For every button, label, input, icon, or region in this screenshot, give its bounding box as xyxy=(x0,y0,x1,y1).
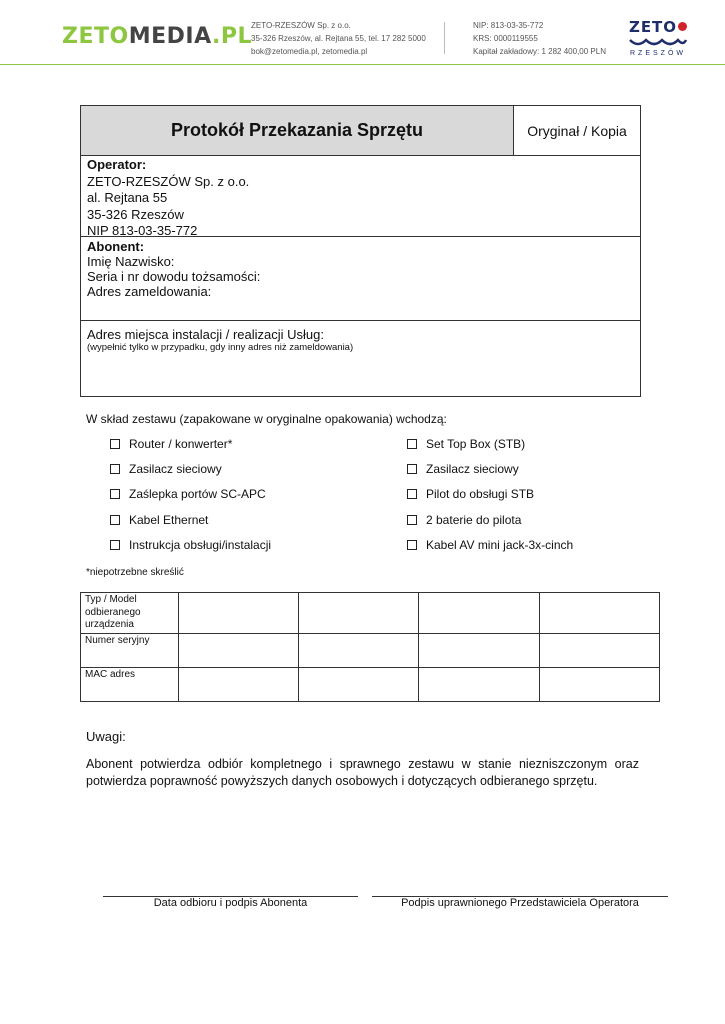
footnote: *niepotrzebne skreślić xyxy=(86,567,184,578)
mac-address-label: MAC adres xyxy=(81,667,179,701)
kit-item-stb-power-supply[interactable]: Zasilacz sieciowy xyxy=(407,462,519,476)
checkbox-icon[interactable] xyxy=(110,464,120,474)
operator-section xyxy=(80,156,641,237)
device-model-label: Typ / Model odbieranego urządzenia xyxy=(81,593,179,634)
checkbox-icon[interactable] xyxy=(110,439,120,449)
signature-label-subscriber: Data odbioru i podpis Abonenta xyxy=(153,897,308,909)
operator-heading: Operator: xyxy=(87,157,147,172)
kit-item-ethernet-cable[interactable]: Kabel Ethernet xyxy=(110,513,208,527)
kit-intro: W skład zestawu (zapakowane w oryginalne opakowania) wchodzą: xyxy=(86,412,447,426)
device-cell[interactable] xyxy=(540,633,660,667)
installation-address-label: Adres miejsca instalacji / realizacji Usług: xyxy=(87,327,324,342)
checkbox-icon[interactable] xyxy=(110,540,120,550)
checkbox-icon[interactable] xyxy=(407,464,417,474)
subscriber-address-field[interactable]: Adres zameldowania: xyxy=(87,284,212,299)
checkbox-icon[interactable] xyxy=(407,540,417,550)
device-cell[interactable] xyxy=(299,593,419,634)
kit-item-stb[interactable]: Set Top Box (STB) xyxy=(407,437,525,451)
zetomedia-logo: ZETOMEDIA.PL xyxy=(62,24,253,49)
subscriber-heading: Abonent: xyxy=(87,239,145,254)
device-cell[interactable] xyxy=(540,667,660,701)
checkbox-icon[interactable] xyxy=(407,439,417,449)
device-cell[interactable] xyxy=(179,633,299,667)
device-cell[interactable] xyxy=(419,633,540,667)
checkbox-icon[interactable] xyxy=(110,515,120,525)
header-separator xyxy=(444,22,445,54)
device-cell[interactable] xyxy=(419,667,540,701)
device-cell[interactable] xyxy=(540,593,660,634)
kit-item-remote[interactable]: Pilot do obsługi STB xyxy=(407,487,534,501)
kit-item-manual[interactable]: Instrukcja obsługi/instalacji xyxy=(110,538,271,552)
operator-line: 35-326 Rzeszów xyxy=(87,206,184,222)
logo-waves-icon xyxy=(628,38,688,50)
operator-line: al. Rejtana 55 xyxy=(87,190,168,205)
header-rule xyxy=(0,64,725,65)
kit-item-port-cap[interactable]: Zaślepka portów SC-APC xyxy=(110,487,266,501)
kit-item-router[interactable]: Router / konwerter* xyxy=(110,437,232,451)
device-table xyxy=(80,592,660,702)
confirmation-text: Abonent potwierdza odbiór kompletnego i sprawnego zestawu w stanie niezniszczonym oraz potwierdza poprawność powyższych danych osobowych i dotyczących odbieranego sprzętu. xyxy=(86,757,639,788)
checkbox-icon[interactable] xyxy=(407,515,417,525)
installation-address-section[interactable] xyxy=(80,321,641,397)
installation-address-note: (wypełnić tylko w przypadku, gdy inny adres niż zameldowania) xyxy=(87,342,354,353)
table-row xyxy=(81,667,660,701)
original-copy-label: Oryginał / Kopia xyxy=(513,105,641,156)
signature-label-operator: Podpis uprawnionego Przedstawiciela Operatora xyxy=(401,897,639,909)
operator-line: NIP 813-03-35-772 xyxy=(87,223,198,238)
remarks-label: Uwagi: xyxy=(86,729,126,744)
table-row xyxy=(81,593,660,634)
checkbox-icon[interactable] xyxy=(407,489,417,499)
device-cell[interactable] xyxy=(299,633,419,667)
document-title: Protokół Przekazania Sprzętu xyxy=(80,105,514,156)
subscriber-section xyxy=(80,237,641,321)
table-row xyxy=(81,633,660,667)
serial-number-label: Numer seryjny xyxy=(81,633,179,667)
device-cell[interactable] xyxy=(299,667,419,701)
company-address-block: ZETO-RZESZÓW Sp. z o.o. 35-326 Rzeszów, al. Rejtana 55, tel. 17 282 5000 bok@zetomedia.pl, zetomedia.pl xyxy=(251,21,426,56)
device-cell[interactable] xyxy=(179,593,299,634)
kit-item-power-supply[interactable]: Zasilacz sieciowy xyxy=(110,462,222,476)
kit-item-av-cable[interactable]: Kabel AV mini jack-3x-cinch xyxy=(407,538,573,552)
zeto-rzeszow-logo: ZETO RZESZÓW xyxy=(628,18,686,57)
subscriber-name-field[interactable]: Imię Nazwisko: xyxy=(87,254,175,269)
kit-item-batteries[interactable]: 2 baterie do pilota xyxy=(407,513,521,527)
subscriber-id-field[interactable]: Seria i nr dowodu tożsamości: xyxy=(87,269,261,284)
device-cell[interactable] xyxy=(179,667,299,701)
operator-line: ZETO-RZESZÓW Sp. z o.o. xyxy=(87,173,250,189)
company-registry-block: NIP: 813-03-35-772 KRS: 0000119555 Kapitał zakładowy: 1 282 400,00 PLN xyxy=(473,21,606,56)
device-cell[interactable] xyxy=(419,593,540,634)
checkbox-icon[interactable] xyxy=(110,489,120,499)
